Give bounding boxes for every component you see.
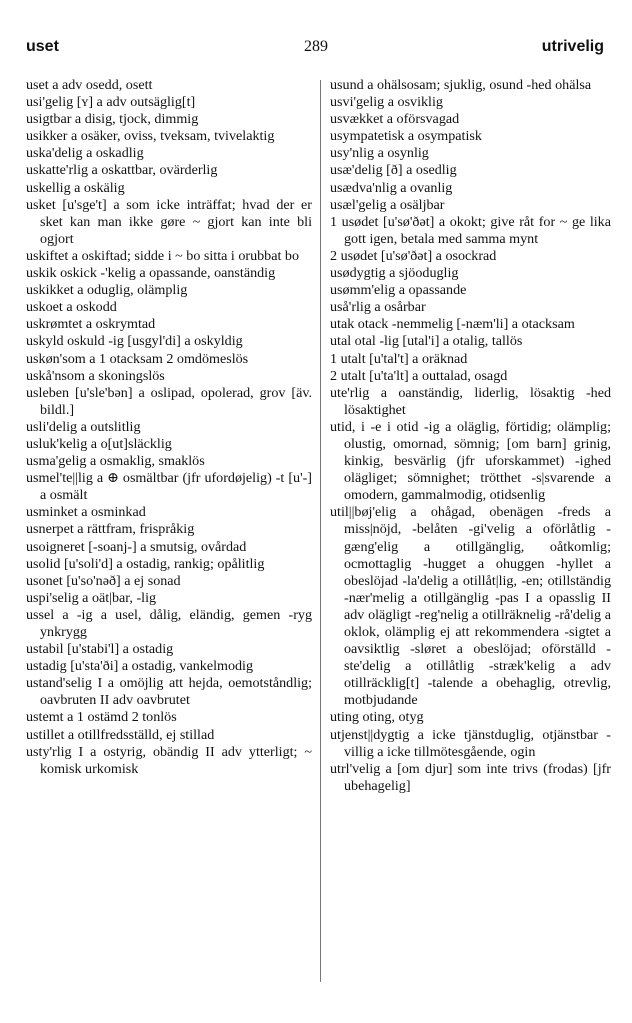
entry-text: usmel'te||lig a ⊕ osmältbar (jfr ufordøjelig) -t [u'-] a osmält [26, 470, 312, 504]
dictionary-entry [330, 94, 611, 111]
dictionary-entry [26, 727, 312, 744]
dictionary-entry [26, 333, 312, 350]
entry-text: usikker a osäker, oviss, tveksam, tvivelaktig [26, 128, 275, 145]
dictionary-entry [330, 248, 611, 265]
entry-text: usli'delig a outslitlig [26, 418, 141, 435]
dictionary-entry [26, 453, 312, 470]
dictionary-entry [26, 419, 312, 436]
dictionary-entry [26, 675, 312, 709]
dictionary-entry [26, 573, 312, 590]
dictionary-entry [330, 419, 611, 504]
left-column [26, 77, 312, 1007]
entry-text: usma'gelig a osmaklig, smaklös [26, 453, 205, 470]
dictionary-entry [26, 504, 312, 521]
entry-text: ustemt a 1 ostämd 2 tonlös [26, 709, 177, 726]
dictionary-entry [26, 351, 312, 368]
entry-text: usy'nlig a osynlig [330, 145, 429, 162]
entry-text: usty'rlig I a ostyrig, obändig II adv ytterligt; ~ komisk urkomisk [26, 743, 312, 777]
dictionary-entry [26, 641, 312, 658]
entry-text: usympatetisk a osympatisk [330, 128, 482, 145]
entry-text: 2 utalt [u'ta'lt] a outtalad, osagd [330, 367, 508, 384]
dictionary-entry [330, 504, 611, 709]
dictionary-entry [330, 282, 611, 299]
entry-text: uskatte'rlig a oskattbar, ovärderlig [26, 162, 218, 179]
right-guide-word: utrivelig [541, 38, 604, 55]
dictionary-entry [26, 316, 312, 333]
dictionary-entry [26, 470, 312, 504]
entry-text: uspi'selig a oät|bar, -lig [26, 589, 157, 606]
column-divider [320, 80, 321, 982]
entry-text: ute'rlig a oanständig, liderlig, lösaktig -hed lösaktighet [330, 384, 611, 418]
entry-text: utjenst||dygtig a icke tjänstduglig, otjänstbar -villig a icke tillmötesgående, ogin [330, 726, 611, 760]
entry-text: usminket a osminkad [26, 504, 146, 521]
dictionary-entry [26, 521, 312, 538]
dictionary-entry [330, 351, 611, 368]
dictionary-entry [330, 162, 611, 179]
dictionary-entry [26, 385, 312, 419]
dictionary-entry [26, 94, 312, 111]
entry-text: ussel a -ig a usel, dålig, eländig, gemen -ryg ynkrygg [26, 606, 312, 640]
entry-text: usømm'elig a opassande [330, 282, 467, 299]
left-guide-word: uset [26, 38, 59, 55]
entry-text: usund a ohälsosam; sjuklig, osund -hed ohälsa [330, 77, 592, 93]
dictionary-entry [26, 145, 312, 162]
dictionary-entry [330, 299, 611, 316]
entry-text: uska'delig a oskadlig [26, 145, 144, 162]
entry-text: uskoet a oskodd [26, 299, 117, 316]
entry-text: uting oting, otyg [330, 709, 424, 726]
entry-text: ustabil [u'stabi'l] a ostadig [26, 641, 174, 658]
dictionary-entry [26, 709, 312, 726]
dictionary-entry [330, 385, 611, 419]
dictionary-entry [26, 658, 312, 675]
dictionary-entry [330, 180, 611, 197]
page-header [20, 38, 612, 66]
dictionary-entry [26, 162, 312, 179]
dictionary-entry [26, 282, 312, 299]
entry-text: usolid [u'soli'd] a ostadig, rankig; opålitlig [26, 555, 265, 572]
dictionary-entry [26, 197, 312, 248]
dictionary-entry [26, 299, 312, 316]
dictionary-entry [26, 77, 312, 94]
entry-text: usnerpet a rättfram, frispråkig [26, 521, 195, 538]
entry-text: uskiftet a oskiftad; sidde i ~ bo sitta i orubbat bo [26, 247, 300, 264]
entry-text: usæ'delig [ð] a osedlig [330, 162, 457, 179]
entry-text: 2 usødet [u'sø'ðət] a osockrad [330, 247, 497, 264]
dictionary-entry [330, 265, 611, 282]
dictionary-entry [26, 744, 312, 778]
dictionary-entry [26, 248, 312, 265]
entry-text: ustillet a otillfredsställd, ej stillad [26, 726, 215, 743]
dictionary-entry [26, 436, 312, 453]
dictionary-entry [26, 607, 312, 641]
dictionary-entry [330, 214, 611, 248]
entry-text: usæl'gelig a osäljbar [330, 196, 445, 213]
dictionary-entry [330, 316, 611, 333]
entry-text: uskyld oskuld -ig [usgyl'di] a oskyldig [26, 333, 243, 350]
entry-text: uskikket a oduglig, olämplig [26, 282, 188, 299]
entry-text: usoigneret [-soanj-] a smutsig, ovårdad [26, 538, 247, 555]
entry-text: uskrømtet a oskrymtad [26, 316, 156, 333]
entry-text: usi'gelig [ʏ] a adv outsäglig[t] [26, 94, 196, 111]
dictionary-entry [26, 590, 312, 607]
entry-text: uskellig a oskälig [26, 179, 125, 196]
right-column [330, 77, 611, 1007]
entry-text: uså'rlig a osårbar [330, 299, 426, 316]
entry-text: ustand'selig I a omöjlig att hejda, oemotståndlig; oavbruten II adv oavbrutet [26, 675, 312, 709]
entry-text: utid, i -e i otid -ig a oläglig, förtidig; olämplig; olustig, omornad, sömnig; [om barn] grinig, kinkig, besvärlig (jfr uforskammet) -ighed olägliget; sömnighet; trötthet -s|svarende a omodern, gammalmodig, otidsenlig [330, 418, 611, 504]
dictionary-entry [26, 128, 312, 145]
entry-text: uset a adv osedd, osett [26, 77, 153, 93]
entry-text: uskå'nsom a skoningslös [26, 367, 165, 384]
entry-text: usluk'kelig a o[ut]släcklig [26, 435, 172, 452]
entry-text: util||bøj'elig a ohågad, obenägen -freds a miss|nöjd, -belåten -gi'velig a oförlåtlig -gæng'elig a otillgänglig, oåtkomlig; ocmottaglig -hugget a ohuggen -hyllet a obeslöjad -la'delig a otillåt|lig, -en; otillständig -nær'melig a otillgänglig -pas I a opasslig II adv olägligt -reg'nelig a otillräknelig -rå'delig a oklok, olämplig ej att rekommendera -sigtet a oavsiktlig -sløret a obeslöjad; oförställd -ste'delig a otillåtlig -stræk'kelig a adv otillräcklig[t] -talende a obehaglig, otrevlig, motbjudande [330, 504, 611, 709]
dictionary-entry [26, 111, 312, 128]
entry-text: uskik oskick -'kelig a opassande, oanständig [26, 265, 276, 282]
dictionary-entry [330, 368, 611, 385]
entry-text: usonet [u'so'nəð] a ej sonad [26, 572, 181, 589]
dictionary-entry [330, 197, 611, 214]
entry-text: usædva'nlig a ovanlig [330, 179, 453, 196]
entry-text: usket [u'sge't] a som icke inträffat; hvad der er sket kan man ikke gøre ~ gjort kan inte bli ogjort [26, 196, 312, 247]
dictionary-entry [330, 709, 611, 726]
entry-text: 1 usødet [u'sø'ðət] a okokt; give råt for ~ ge lika gott igen, betala med samma mynt [330, 213, 611, 247]
entry-text: utal otal -lig [utal'i] a otalig, tallös [330, 333, 523, 350]
dictionary-entry [26, 368, 312, 385]
dictionary-entry [330, 77, 611, 94]
entry-text: usvækket a oförsvagad [330, 111, 460, 128]
dictionary-entry [330, 761, 611, 795]
page-number: 289 [304, 38, 328, 55]
dictionary-entry [330, 333, 611, 350]
entry-text: ustadig [u'sta'ði] a ostadig, vankelmodig [26, 658, 254, 675]
dictionary-entry [330, 111, 611, 128]
entry-text: usleben [u'sle'bən] a oslipad, opolerad, grov [äv. bildl.] [26, 384, 312, 418]
dictionary-entry [330, 727, 611, 761]
dictionary-entry [26, 180, 312, 197]
dictionary-entry [330, 145, 611, 162]
entry-text: 1 utalt [u'tal't] a oräknad [330, 350, 468, 367]
dictionary-entry [26, 265, 312, 282]
entry-text: uskøn'som a 1 otacksam 2 omdömeslös [26, 350, 249, 367]
dictionary-entry [26, 539, 312, 556]
entry-text: utrl'velig a [om djur] som inte trivs (frodas) [jfr ubehagelig] [330, 760, 611, 794]
dictionary-entry [330, 128, 611, 145]
entry-text: usigtbar a disig, tjock, dimmig [26, 111, 199, 128]
entry-text: utak otack -nemmelig [-næm'li] a otacksam [330, 316, 575, 333]
dictionary-entry [26, 556, 312, 573]
entry-text: usødygtig a sjöoduglig [330, 265, 459, 282]
entry-text: usvi'gelig a osviklig [330, 94, 443, 111]
